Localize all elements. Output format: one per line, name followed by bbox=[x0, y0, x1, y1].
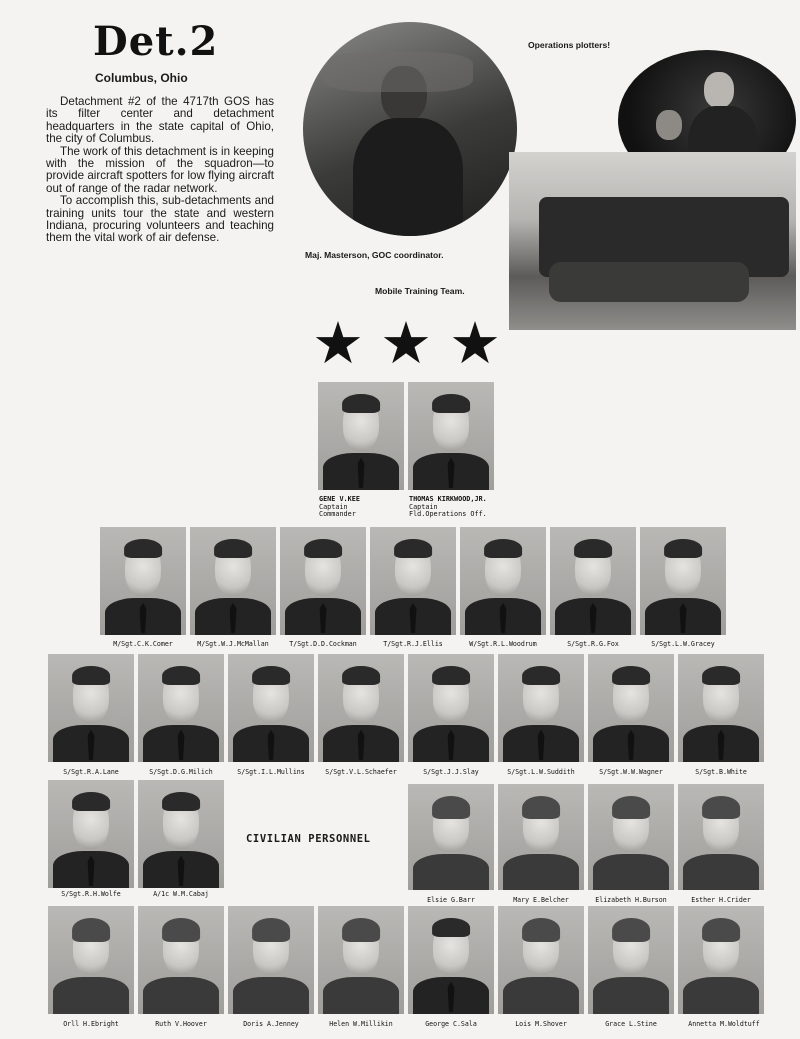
civilian-name: Annetta M.Woldtuff bbox=[688, 1020, 760, 1028]
training-team-photo bbox=[509, 152, 796, 330]
intro-paragraph: The work of this detachment is in keeping with the mission of the squadron—to provide aircraft spotters for low flying aircraft out of range of the radar network. bbox=[46, 144, 274, 195]
member-name: S/Sgt.R.G.Fox bbox=[567, 640, 619, 648]
civilian-portrait bbox=[498, 906, 584, 1014]
civilian-name: Elizabeth H.Burson bbox=[595, 896, 667, 904]
civilian-name: George C.Sala bbox=[425, 1020, 477, 1028]
intro-paragraph: Detachment #2 of the 4717th GOS has its filter center and detachment headquarters in the state capital of Ohio, the city of Columbus. bbox=[46, 95, 274, 146]
member-name: S/Sgt.B.White bbox=[695, 768, 747, 776]
member-portrait bbox=[640, 527, 726, 635]
member-portrait bbox=[48, 780, 134, 888]
member-name: M/Sgt.C.K.Comer bbox=[113, 640, 173, 648]
page-title: Det.2 bbox=[93, 18, 219, 65]
member-portrait bbox=[678, 654, 764, 762]
star-icon: ★ bbox=[449, 309, 501, 377]
officer-rank: Captain bbox=[319, 502, 348, 511]
civilian-portrait bbox=[678, 784, 764, 890]
officer-name: THOMAS KIRKWOOD,JR. bbox=[409, 495, 487, 503]
member-portrait bbox=[408, 654, 494, 762]
member-name: A/1c W.M.Cabaj bbox=[153, 890, 209, 898]
member-name: W/Sgt.R.L.Woodrum bbox=[469, 640, 537, 648]
member-portrait bbox=[588, 654, 674, 762]
star-icon: ★ bbox=[380, 309, 432, 377]
civilian-name: Ruth V.Hoover bbox=[155, 1020, 207, 1028]
officer-role: Fld.Operations Off. bbox=[409, 510, 487, 519]
civilian-portrait bbox=[318, 906, 404, 1014]
member-portrait bbox=[460, 527, 546, 635]
member-name: S/Sgt.R.H.Wolfe bbox=[61, 890, 121, 898]
civilian-portrait bbox=[408, 784, 494, 890]
civilian-name: Esther H.Crider bbox=[691, 896, 751, 904]
civilian-name: Elsie G.Barr bbox=[427, 896, 475, 904]
officer-name: GENE V.KEE bbox=[319, 495, 360, 503]
intro-paragraph: To accomplish this, sub-detachments and training units tour the state and western Indiana, procuring volunteers and teaching them the vital work of air defense. bbox=[46, 194, 274, 245]
civilian-name: Mary E.Belcher bbox=[513, 896, 569, 904]
member-name: S/Sgt.L.W.Gracey bbox=[651, 640, 715, 648]
member-portrait bbox=[228, 654, 314, 762]
civilian-name: Orll H.Ebright bbox=[63, 1020, 119, 1028]
member-name: S/Sgt.W.W.Wagner bbox=[599, 768, 663, 776]
officer-caption bbox=[409, 496, 509, 519]
member-portrait bbox=[190, 527, 276, 635]
plotters-caption: Operations plotters! bbox=[528, 40, 611, 50]
member-portrait bbox=[100, 527, 186, 635]
member-name: S/Sgt.V.L.Schaefer bbox=[325, 768, 397, 776]
officer-caption bbox=[319, 496, 405, 519]
civilian-name: Helen W.Millikin bbox=[329, 1020, 393, 1028]
intro-text bbox=[46, 96, 274, 245]
civilian-portrait bbox=[588, 906, 674, 1014]
coordinator-photo bbox=[303, 22, 517, 236]
location-subtitle: Columbus, Ohio bbox=[95, 71, 188, 85]
member-name: S/Sgt.L.W.Suddith bbox=[507, 768, 575, 776]
member-portrait bbox=[48, 654, 134, 762]
member-name: S/Sgt.R.A.Lane bbox=[63, 768, 119, 776]
officer-portrait bbox=[408, 382, 494, 490]
civilian-portrait bbox=[48, 906, 134, 1014]
civilian-name: Doris A.Jenney bbox=[243, 1020, 299, 1028]
member-name: T/Sgt.R.J.Ellis bbox=[383, 640, 443, 648]
member-name: T/Sgt.D.D.Cockman bbox=[289, 640, 357, 648]
civilian-portrait bbox=[408, 906, 494, 1014]
member-portrait bbox=[138, 654, 224, 762]
officer-role: Commander bbox=[319, 510, 356, 519]
civilian-portrait bbox=[498, 784, 584, 890]
coordinator-caption: Maj. Masterson, GOC coordinator. bbox=[305, 250, 444, 260]
civilian-portrait bbox=[588, 784, 674, 890]
officer-rank: Captain bbox=[409, 502, 438, 511]
officer-portrait bbox=[318, 382, 404, 490]
star-icon: ★ bbox=[312, 309, 364, 377]
civilian-name: Grace L.Stine bbox=[605, 1020, 657, 1028]
civilian-personnel-heading: CIVILIAN PERSONNEL bbox=[246, 833, 371, 845]
member-name: S/Sgt.I.L.Mullins bbox=[237, 768, 305, 776]
member-portrait bbox=[550, 527, 636, 635]
member-name: S/Sgt.J.J.Slay bbox=[423, 768, 479, 776]
civilian-portrait bbox=[138, 906, 224, 1014]
training-team-caption: Mobile Training Team. bbox=[375, 286, 465, 296]
member-portrait bbox=[498, 654, 584, 762]
civilian-name: Lois M.Shover bbox=[515, 1020, 567, 1028]
member-name: S/Sgt.D.G.Milich bbox=[149, 768, 213, 776]
member-portrait bbox=[370, 527, 456, 635]
member-name: M/Sgt.W.J.McMallan bbox=[197, 640, 269, 648]
civilian-portrait bbox=[678, 906, 764, 1014]
member-portrait bbox=[138, 780, 224, 888]
member-portrait bbox=[318, 654, 404, 762]
civilian-portrait bbox=[228, 906, 314, 1014]
member-portrait bbox=[280, 527, 366, 635]
